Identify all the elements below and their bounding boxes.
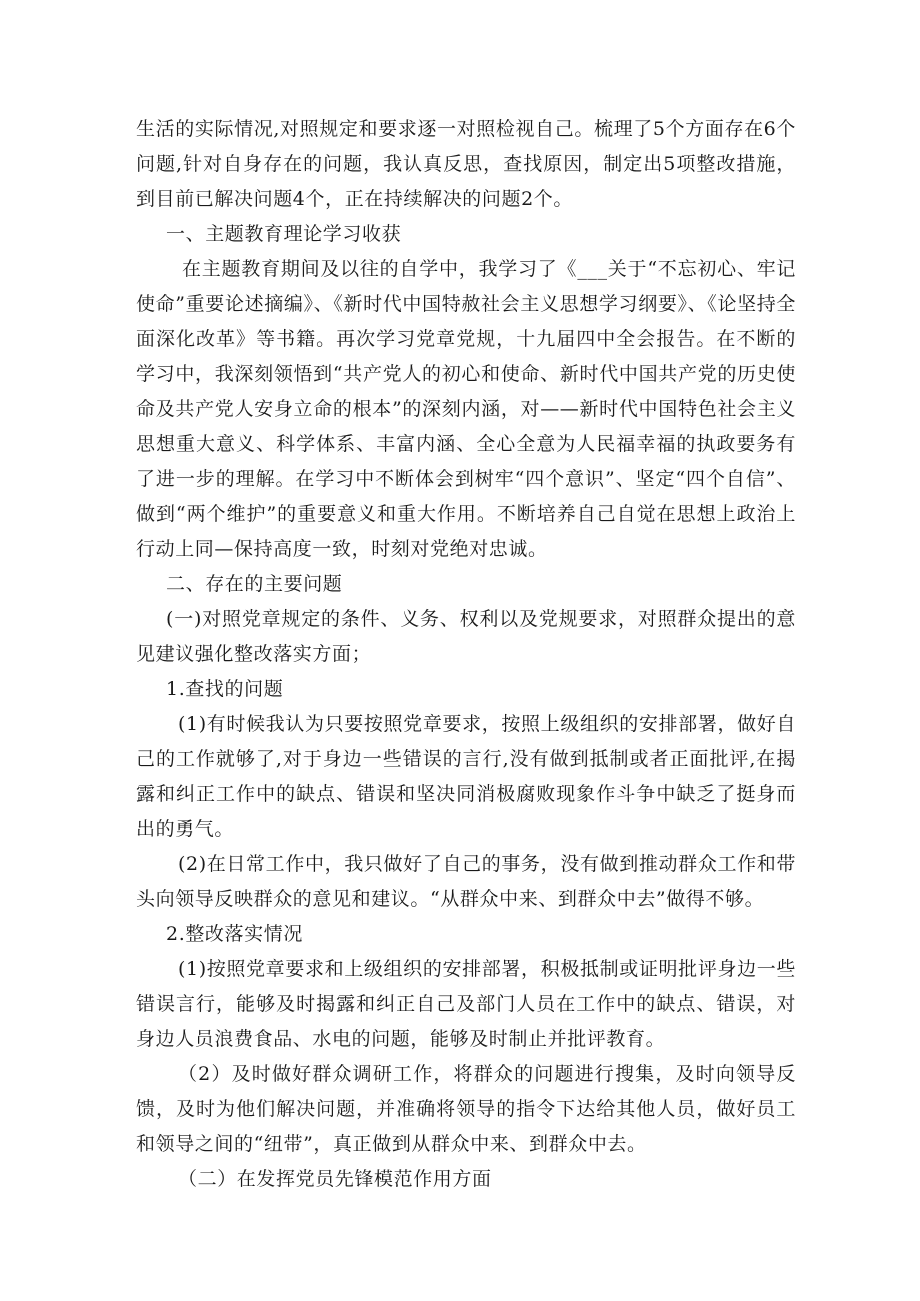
item-heading-2: 2.整改落实情况 bbox=[166, 923, 303, 945]
subsection-heading-1: (一)对照党章规定的条件、义务、权利以及党规要求，对照群众提出的意见建议强化整改落实方面； bbox=[136, 608, 796, 665]
section-heading-2: 二、存在的主要问题 bbox=[166, 573, 343, 595]
problem-paragraph-1: (1)有时候我认为只要按照党章要求，按照上级组织的安排部署，做好自己的工作就够了,对于身边一些错误的言行,没有做到抵制或者正面批评,在揭露和纠正工作中的缺点、错误和坚决同消极腐败现象作斗争中缺乏了挺身而出的勇气。 bbox=[136, 713, 796, 840]
subsection-heading-2: （二）在发挥党员先锋模范作用方面 bbox=[178, 1168, 492, 1190]
rectification-paragraph-1: (1)按照党章要求和上级组织的安排部署，积极抵制或证明批评身边一些错误言行，能够及时揭露和纠正自己及部门人员在工作中的缺点、错误，对身边人员浪费食品、水电的问题，能够及时制止并批评教育。 bbox=[136, 958, 796, 1050]
rectification-paragraph-2: （2）及时做好群众调研工作，将群众的问题进行搜集，及时向领导反馈，及时为他们解决问题，并准确将领导的指令下达给其他人员，做好员工和领导之间的“纽带”，真正做到从群众中来、到群众中去。 bbox=[136, 1063, 796, 1155]
item-heading-1: 1.查找的问题 bbox=[166, 678, 284, 700]
document-body bbox=[136, 112, 796, 1197]
paragraph-intro: 生活的实际情况,对照规定和要求逐一对照检视自己。梳理了5个方面存在6个问题,针对自身存在的问题，我认真反思，查找原因，制定出5项整改措施，到目前已解决问题4个，正在持续解决的问题2个。 bbox=[136, 118, 796, 210]
problem-paragraph-2: (2)在日常工作中，我只做好了自己的事务，没有做到推动群众工作和带头向领导反映群众的意见和建议。“从群众中来、到群众中去”做得不够。 bbox=[136, 853, 796, 910]
section-heading-1: 一、主题教育理论学习收获 bbox=[166, 223, 402, 245]
paragraph-study: 在主题教育期间及以往的自学中，我学习了《___关于“不忘初心、牢记使命”重要论述摘编》、《新时代中国特赦社会主义思想学习纲要》、《论坚持全面深化改革》等书籍。再次学习党章党规，十九届四中全会报告。在不断的学习中，我深刻领悟到“共产党人的初心和使命、新时代中国共产党的历史使命及共产党人安身立命的根本”的深刻内涵，对——新时代中国特色社会主义思想重大意义、科学体系、丰富内涵、全心全意为人民福幸福的执政要务有了进一步的理解。在学习中不断体会到树牢“四个意识”、坚定“四个自信”、做到“两个维护”的重要意义和重大作用。不断培养自己自觉在思想上政治上行动上同—保持高度一致，时刻对党绝对忠诚。 bbox=[136, 258, 796, 560]
